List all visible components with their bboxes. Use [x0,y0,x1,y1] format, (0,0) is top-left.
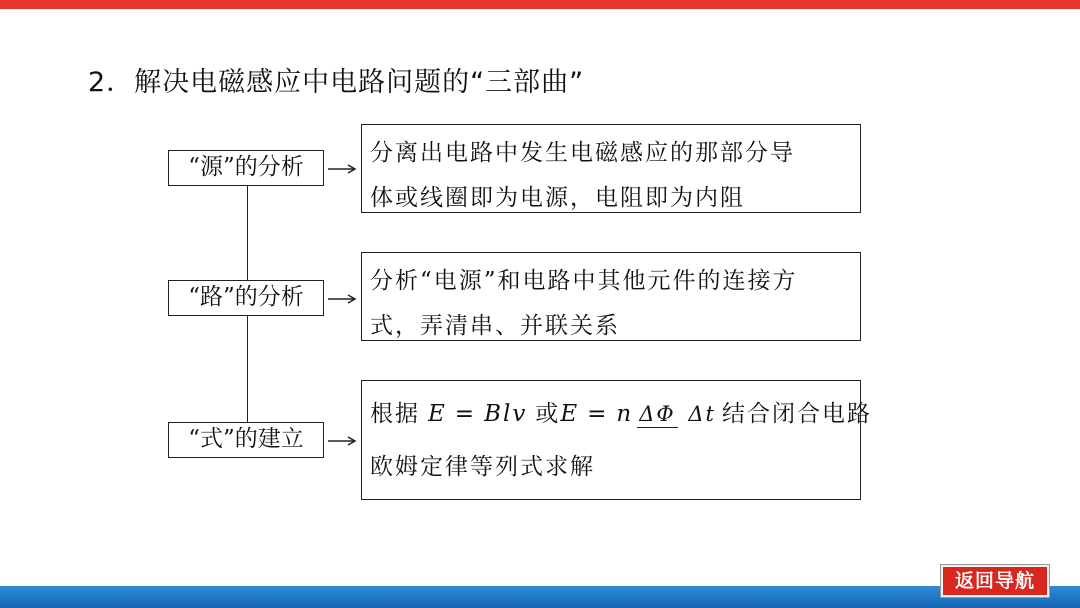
step-label-circuit: “路”的分析 [168,280,324,316]
content-line: 分离出电路中发生电磁感应的那部分导 [370,140,795,166]
formula-suffix: 结合闭合电路 [721,400,872,427]
formula-fraction [637,401,718,428]
bottom-accent-bar [0,586,1080,608]
formula-blv: Blv [484,400,528,427]
arrow-icon [328,293,358,305]
fraction-numerator: ΔΦ [639,401,676,426]
formula-e2: E [560,400,580,427]
formula-e1: E [428,400,447,427]
step-label-equation: “式”的建立 [168,422,324,458]
content-line: 式，弄清串、并联关系 [370,313,620,339]
content-line: 欧姆定律等列式求解 [370,454,595,480]
step-content-equation [361,380,872,500]
fraction-denominator: Δt [688,401,716,426]
step-content-circuit [361,252,861,341]
formula-line [370,383,872,445]
step-content-source [361,124,861,213]
formula-equals-2: = [587,400,609,427]
return-navigation-button[interactable]: 返回导航 [941,565,1049,597]
formula-equals-1: = [454,400,477,427]
top-accent-bar [0,0,1080,9]
connector-line-2 [247,316,248,422]
step-label-source: “源”的分析 [168,150,324,186]
content-line: 体或线圈即为电源，电阻即为内阻 [370,185,745,211]
page-title: 2．解决电磁感应中电路问题的“三部曲” [88,67,585,98]
formula-n: n [616,400,634,427]
formula-prefix: 根据 [370,400,420,427]
arrow-icon [328,435,358,447]
formula-connector: 或 [535,400,561,427]
arrow-icon [328,163,358,175]
connector-line-1 [247,186,248,282]
content-line: 分析“电源”和电路中其他元件的连接方 [370,268,798,294]
